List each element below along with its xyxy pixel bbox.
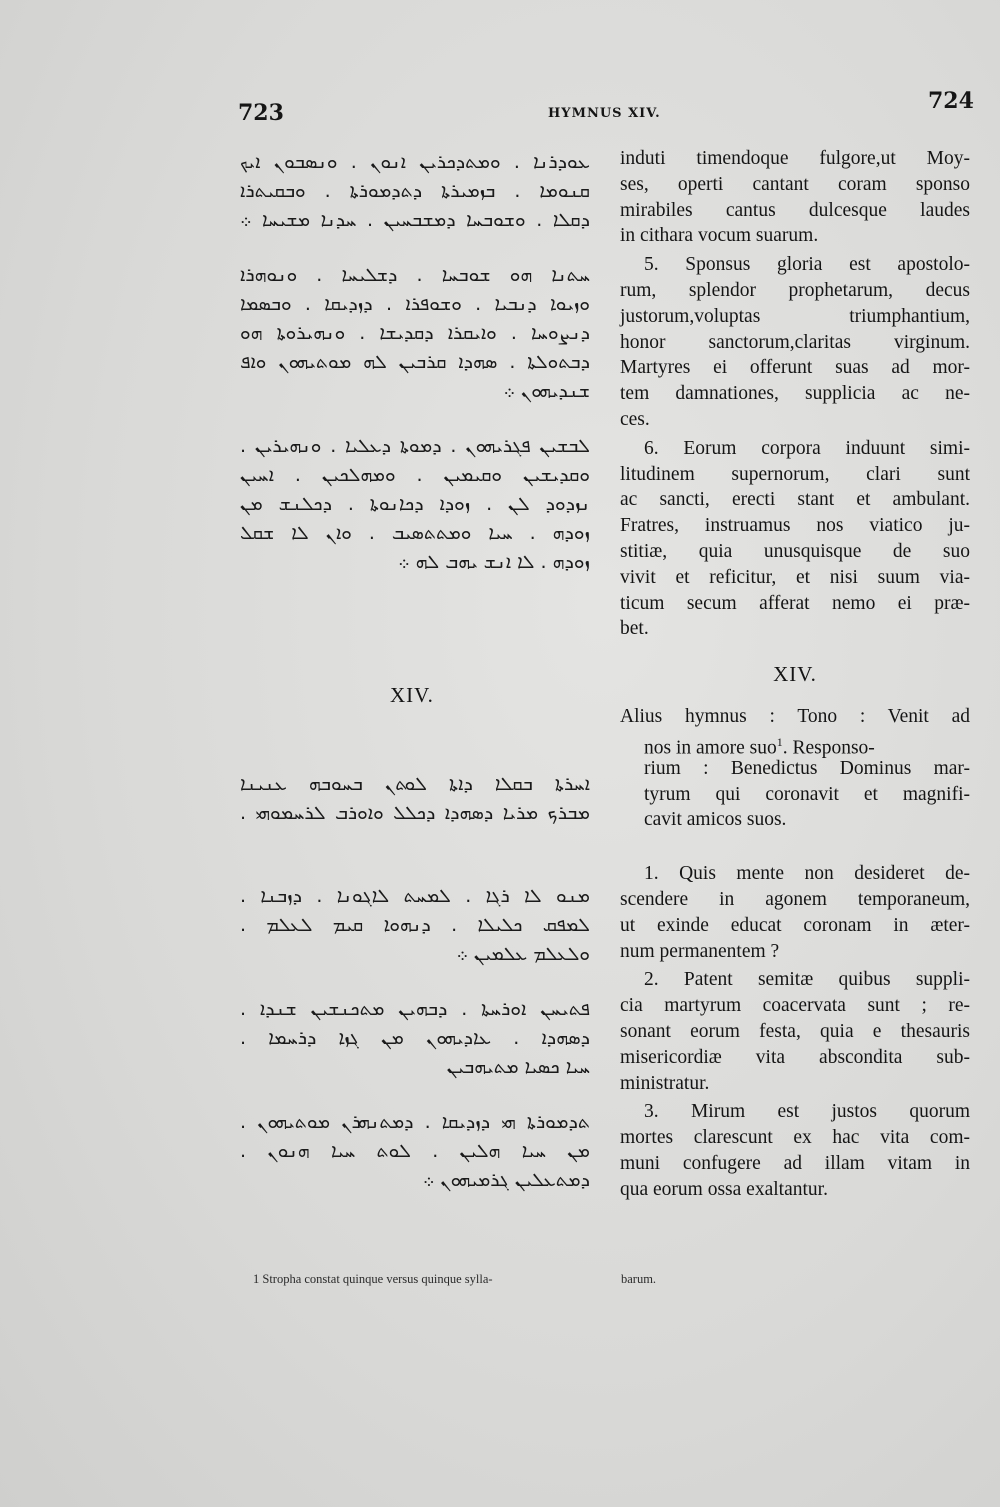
latin-line: ticum secum afferat nemo ei præ- [620, 592, 970, 614]
syriac-stanza [240, 432, 590, 577]
latin-stanza-6 [620, 436, 970, 642]
latin-line: litudinem supernorum, clari sunt [620, 463, 970, 485]
latin-line: cia martyrum coacervata sunt ; re- [620, 995, 970, 1017]
footnote-left: 1 Stropha constat quinque versus quinque sylla- [253, 1272, 493, 1286]
footnote-marker: 1 [776, 734, 783, 749]
syriac-line: ܕܒܬܘܠܬܐ . ܣܗܕܐ ܩܪܒܝܢ ܠܗ ܡܘܬܝܗܘܢ ܘܐܦ [240, 351, 590, 373]
latin-line: muni confugere ad illam vitam in [620, 1152, 970, 1174]
syriac-stanza [240, 148, 590, 235]
latin-line: vivit et reficitur, et nisi suum via- [620, 566, 970, 588]
latin-line: Alius hymnus : Tono : Venit ad [620, 706, 970, 728]
syriac-line: ܩܢܘܡܐ . ܒܙܡܝܪܬܐ ܕܬܕܡܘܪܬܐ . ܘܒܩܝܬܪܐ [240, 180, 590, 202]
syriac-line: ܕܢܨܘܚܐ . ܘܐܝܩܪܐ ܕܩܕܝܫܐ . ܘܢܗܝܪܘܬܐ ܗܘ [240, 322, 590, 344]
latin-line: honor sanctorum,claritas virginum. [620, 331, 970, 353]
latin-line: stitiæ, quia unusquisque de suo [620, 540, 970, 562]
latin-line: qua eorum ossa exaltantur. [620, 1178, 828, 1200]
latin-line: 1. Quis mente non desideret de- [644, 863, 970, 885]
syriac-line: ܡܢ ܚܝܐ ܗܠܝܢ . ܠܘܬ ܚܝܐ ܗܢܘܢ . [240, 1140, 590, 1162]
footnote-right: barum. [621, 1272, 657, 1286]
latin-line: cavit amicos suos. [644, 809, 787, 831]
syriac-line: ܚܬܢܐ ܗܘ ܫܘܒܚܐ . ܕܫܠܝܚܐ . ܘܢܘܗܪܐ [240, 264, 590, 286]
latin-line: mirabiles cantus dulcesque laudes [620, 199, 970, 221]
latin-line: ses, operti cantant coram sponso [620, 173, 970, 195]
latin-line: 2. Patent semitæ quibus suppli- [644, 969, 970, 991]
latin-line: 3. Mirum est justos quorum [644, 1101, 970, 1123]
latin-line: 5. Sponsus gloria est apostolo- [644, 254, 970, 276]
syriac-line: ܥܘܕܪܢܐ . ܘܡܬܕܟܪܝܢ ܐܢܘܢ . ܘܢܣܒܘܢ ܐܝܟ [240, 151, 590, 173]
latin-stanza-1 [620, 861, 970, 964]
latin-line: scendere in agonem temporaneum, [620, 888, 970, 910]
latin-line: induti timendoque fulgore,ut Moy- [620, 148, 970, 169]
latin-fragment: nos in amore suo [644, 737, 777, 759]
syriac-line: ܙܘܕܗ . ܠܐ ܐܢܫ ܝܗܒ ܠܗ ܀ [398, 551, 590, 573]
syriac-stanza [240, 1108, 590, 1195]
hymn-heading-left: XIV. [390, 683, 434, 707]
syriac-line: ܦܬܝܚܢ ܐܘܪܚܬܐ . ܕܒܗܝܢ ܡܬܟܢܫܝܢ ܫܢܕܐ . [240, 998, 590, 1020]
syriac-line: ܡܢܘ ܠܐ ܪܓܐ . ܠܡܚܬ ܠܐܓܘܢܐ . ܕܙܒܢܐ . [240, 885, 590, 907]
latin-line: bet. [620, 618, 649, 640]
syriac-line: ܠܡܦܩ ܟܠܝܠܐ . ܕܢܗܘܐ ܩܝܡ ܠܥܠܡ . [240, 914, 590, 936]
running-head: HYMNUS XIV. [548, 106, 661, 121]
latin-line [620, 730, 970, 759]
latin-line: tem damnationes, supplicia ac ne- [620, 383, 970, 405]
latin-line: ministratur. [620, 1072, 710, 1094]
syriac-column-lower [240, 770, 590, 1195]
latin-line: ces. [620, 408, 650, 430]
latin-line: num permanentem ? [620, 940, 780, 962]
syriac-line: ܕܩܠܐ . ܘܫܘܒܚܐ ܕܡܫܒܚܝܢ . ܚܕܢܐ ܡܫܝܚܐ ܀ [240, 209, 590, 231]
syriac-column [240, 148, 590, 577]
syriac-line: ܕܡܬܥܠܝܢ ܓܪܡܝܗܘܢ ܀ [422, 1169, 590, 1191]
latin-line: misericordiæ vita abscondita sub- [620, 1046, 970, 1068]
latin-stanza-2 [620, 967, 970, 1096]
syriac-stanza [240, 995, 590, 1082]
latin-line: in cithara vocum suarum. [620, 225, 819, 247]
syriac-line: ܕܣܗܕܐ . ܥܐܕܝܗܘܢ ܡܢ ܓܙܐ ܕܪܚܡܐ . [240, 1027, 590, 1049]
syriac-line: ܙܘܕܗ . ܚܝܐ ܘܡܬܬܣܝܒ . ܘܐܢ ܠܐ ܫܩܠ [240, 522, 590, 544]
latin-line: mortes clarescunt ex hac vita com- [620, 1127, 970, 1149]
syriac-line: ܠܒܫܝܢ ܦܓܪܝܗܘܢ . ܕܡܘܬܐ ܕܥܠܝܐ . ܘܢܗܝܪܝܢ . [240, 435, 590, 457]
latin-stanza-5 [620, 252, 970, 433]
syriac-stanza [240, 770, 590, 828]
page-number-left: 723 [238, 100, 284, 126]
syriac-line: ܐܚܪܬܐ ܒܩܠܐ ܕܐܬܐ ܠܘܬܢ ܒܚܘܒܗ ܥܢܝܢܐ [240, 773, 590, 795]
syriac-line: ܚܝܐ ܟܣܝܐ ܡܬܝܗܒܝܢ [446, 1056, 590, 1078]
syriac-line: ܬܕܡܘܪܬܐ ܗܝ ܕܙܕܝܩܐ . ܕܡܬܢܗܪܢ ܡܘܬܝܗܘܢ . [240, 1111, 590, 1133]
syriac-line: ܘܠܥܠܡ ܥܠܡܝܢ ܀ [456, 943, 590, 965]
latin-column [620, 146, 970, 1202]
syriac-line: ܢܙܕܘܕ ܠܢ . ܙܘܕܐ ܕܟܐܢܘܬܐ . ܕܟܠܢܫ ܡܢ [240, 493, 590, 515]
latin-line: tyrum qui coronavit et magnifi- [644, 783, 970, 805]
syriac-line: ܡܒܪܟ ܡܪܝܐ ܕܣܗܕܐ ܕܟܠܠ ܘܐܘܪܒ ܠܪܚܡܘܗܝ . [240, 802, 590, 824]
latin-line: Fratres, instruamus nos viatico ju- [620, 515, 970, 537]
latin-stanza-4-end [620, 146, 970, 249]
latin-line: Martyres ei offerunt suas ad mor- [620, 357, 970, 379]
syriac-line: ܘܙܝܘܐ ܕܢܒܝܐ . ܘܫܘܦܪܐ . ܕܙܕܝܩܐ . ܘܒܣܡܐ [240, 293, 590, 315]
latin-fragment: . Responso- [782, 737, 875, 759]
syriac-stanza [240, 261, 590, 406]
latin-line: rium : Benedictus Dominus mar- [644, 757, 970, 779]
latin-line: ac sancti, erecti stant et ambulant. [620, 489, 970, 511]
latin-line: ut exinde educat coronam in æter- [620, 914, 970, 936]
syriac-line: ܘܩܕܝܫܝܢ ܘܩܝܡܝܢ . ܘܡܗܠܟܝܢ . ܐܚܝܢ [240, 464, 590, 486]
latin-line: justorum,voluptas triumphantium, [620, 305, 970, 327]
syriac-line: ܫܢܕܝܗܘܢ ܀ [503, 380, 590, 402]
page-number-right: 724 [928, 88, 974, 114]
latin-line: 6. Eorum corpora induunt simi- [644, 437, 970, 459]
hymn-heading-right: XIV. [773, 662, 817, 687]
latin-line: sonant eorum festa, quia e thesauris [620, 1020, 970, 1042]
latin-stanza-3 [620, 1099, 970, 1202]
latin-line: rum, splendor prophetarum, decus [620, 279, 970, 301]
syriac-stanza [240, 882, 590, 969]
latin-hymn-title [620, 704, 970, 833]
